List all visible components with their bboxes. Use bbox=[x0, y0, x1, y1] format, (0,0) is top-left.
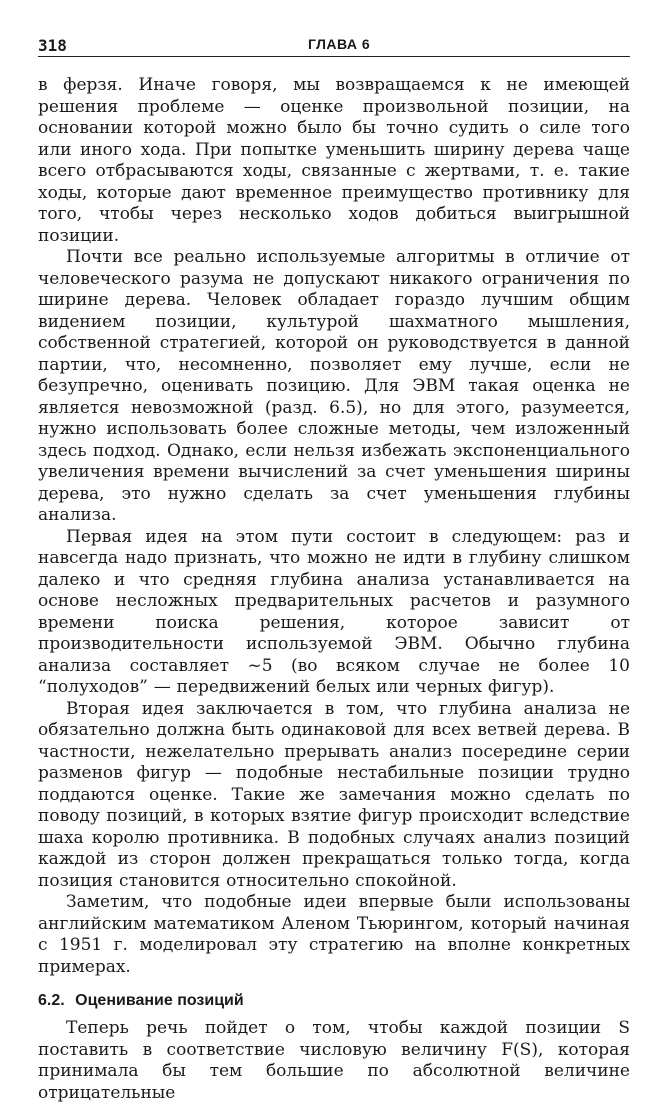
section-heading bbox=[38, 992, 630, 1010]
body-text bbox=[38, 75, 630, 1104]
book-page bbox=[38, 30, 630, 1104]
paragraph: в ферзя. Иначе говоря, мы возвращаемся к не имеющей решения проблеме — оценке произвольной позиции, на основании которой можно было бы точно судить о силе того или иного хода. При попытке уменьшить ширину дерева чаще всего отбрасываются ходы, связанные с жертвами, т. е. такие ходы, которые дают временное преимущество противнику для того, чтобы через несколько ходов добиться выигрышной позиции. bbox=[38, 75, 630, 246]
page-header bbox=[38, 30, 630, 57]
paragraph: Теперь речь пойдет о том, чтобы каждой позиции S поставить в соответствие числовую величину F(S), которая принимала бы тем большие по абсолютной величине отрицательные bbox=[38, 1018, 630, 1103]
running-head: ГЛАВА 6 bbox=[308, 36, 371, 52]
section-title: Оценивание позиций bbox=[75, 992, 244, 1009]
section-number: 6.2. bbox=[38, 992, 65, 1009]
page-number: 318 bbox=[38, 36, 67, 55]
paragraph: Вторая идея заключается в том, что глубина анализа не обязательно должна быть одинаковой для всех ветвей дерева. В частности, нежелательно прерывать анализ посередине серии разменов фигур — подобные нестабильные позиции трудно поддаются оценке. Такие же замечания можно сделать по поводу позиций, в которых взятие фигур происходит вследствие шаха королю противника. В подобных случаях анализ позиций каждой из сторон должен прекращаться только тогда, когда позиция становится относительно спокойной. bbox=[38, 698, 630, 891]
paragraph: Заметим, что подобные идеи впервые были использованы английским математиком Аленом Тьюрингом, который начиная с 1951 г. моделировал эту стратегию на вполне конкретных примерах. bbox=[38, 892, 630, 977]
paragraph: Первая идея на этом пути состоит в следующем: раз и навсегда надо признать, что можно не идти в глубину слишком далеко и что средняя глубина анализа устанавливается на основе несложных предварительных расчетов и разумного времени поиска решения, которое зависит от производительности используемой ЭВМ. Обычно глубина анализа составляет ~5 (во всяком случае не более 10 “полуходов” — передвижений белых или черных фигур). bbox=[38, 526, 630, 697]
paragraph: Почти все реально используемые алгоритмы в отличие от человеческого разума не допускают никакого ограничения по ширине дерева. Человек обладает гораздо лучшим общим видением позиции, культурой шахматного мышления, собственной стратегией, которой он руководствуется в данной партии, что, несомненно, позволяет ему лучше, если не безупречно, оценивать позицию. Для ЭВМ такая оценка не является невозможной (разд. 6.5), но для этого, разумеется, нужно использовать более сложные методы, чем изложенный здесь подход. Однако, если нельзя избежать экспоненциального увеличения времени вычислений за счет уменьшения ширины дерева, это нужно сделать за счет уменьшения глубины анализа. bbox=[38, 247, 630, 525]
